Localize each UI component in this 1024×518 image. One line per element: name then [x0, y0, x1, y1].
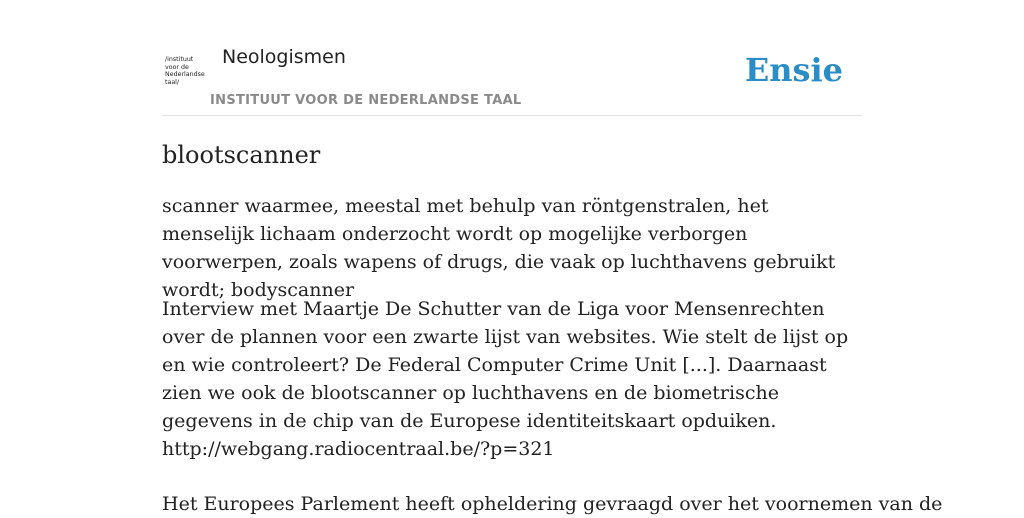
- header-divider: [162, 115, 862, 116]
- quote-block: [162, 295, 862, 463]
- entry-definition: scanner waarmee, meestal met behulp van röntgenstralen, het menselijk lichaam onderzocht wordt op mogelijke verborgen voorwerpen, zoals wapens of drugs, die vaak op luchthavens gebruikt wordt; bodyscanner: [162, 195, 836, 301]
- quote-source-link[interactable]: http://webgang.radiocentraal.be/?p=321: [162, 438, 555, 460]
- quote-text-2: Het Europees Parlement heeft opheldering gevraagd over het voornemen van de: [162, 493, 943, 515]
- entry-term: blootscanner: [162, 141, 321, 169]
- brand-title[interactable]: Neologismen: [222, 46, 346, 68]
- institute-logo[interactable]: /instituut voor de Nederlandse taal/: [165, 56, 205, 86]
- quote-text: Interview met Maartje De Schutter van de Liga voor Mensenrechten over de plannen voor een zwarte lijst van websites. Wie stelt de lijst op en wie controleert? De Federal Computer Crime Unit [...]. Daarnaast zien we ook de blootscanner op luchthavens en de biometrische gegevens in de chip van de Europese identiteitskaart opduiken.: [162, 298, 849, 432]
- organization-name: INSTITUUT VOOR DE NEDERLANDSE TAAL: [210, 93, 522, 108]
- ensie-logo[interactable]: Ensie: [744, 51, 843, 89]
